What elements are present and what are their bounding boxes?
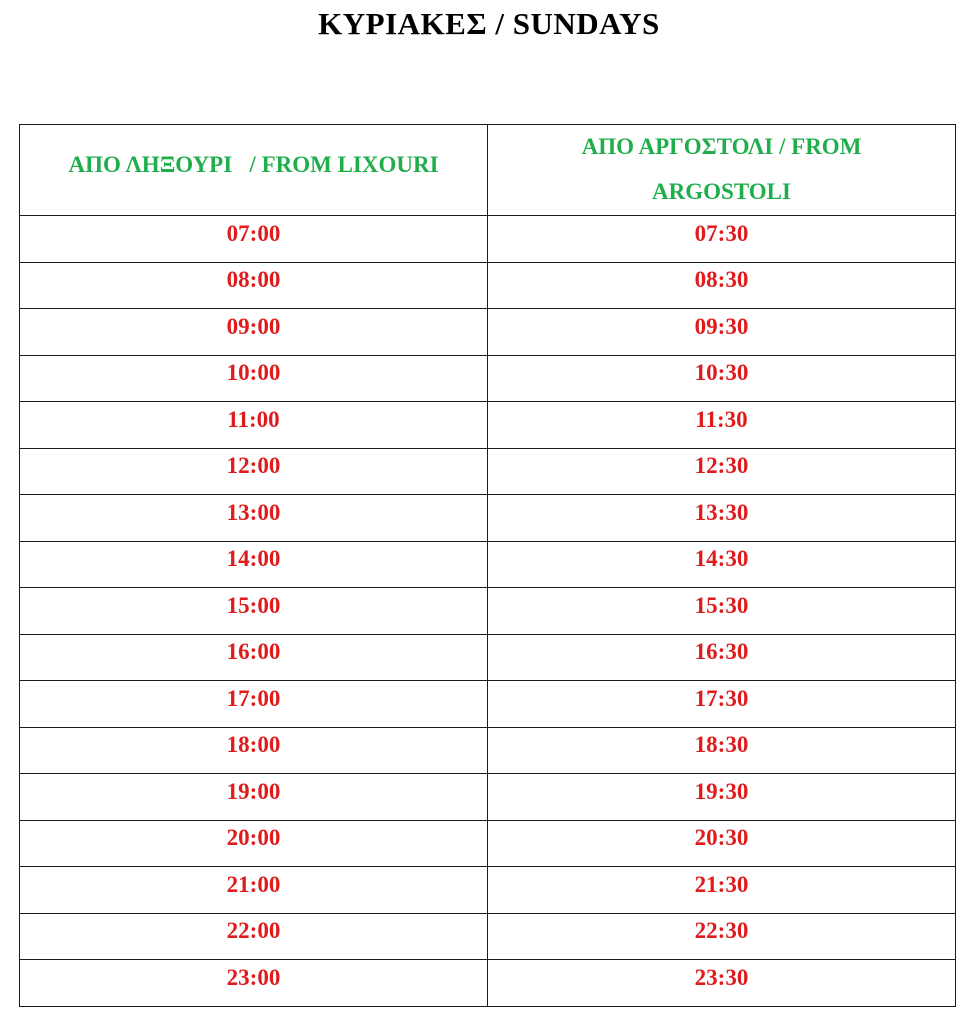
schedule-table bbox=[19, 124, 956, 1007]
table-row bbox=[20, 495, 956, 542]
table-row bbox=[20, 820, 956, 867]
departure-argostoli-time: 23:30 bbox=[694, 964, 749, 990]
departure-lixouri-time: 13:00 bbox=[226, 499, 281, 525]
page-title: ΚΥΡΙΑΚΕΣ / SUNDAYS bbox=[318, 6, 660, 41]
departure-lixouri-cell bbox=[20, 820, 488, 867]
departure-argostoli-time: 14:30 bbox=[694, 546, 749, 572]
departure-argostoli-time: 09:30 bbox=[694, 313, 749, 339]
departure-argostoli-time: 15:30 bbox=[694, 592, 749, 618]
header-row bbox=[20, 125, 956, 216]
departure-lixouri-time: 11:00 bbox=[227, 406, 280, 432]
departure-argostoli-cell bbox=[488, 402, 956, 449]
departure-argostoli-time: 12:30 bbox=[694, 453, 749, 479]
departure-lixouri-time: 22:00 bbox=[226, 918, 281, 944]
departure-argostoli-cell bbox=[488, 541, 956, 588]
departure-argostoli-time: 16:30 bbox=[694, 639, 749, 665]
departure-lixouri-time: 10:00 bbox=[226, 360, 281, 386]
table-row bbox=[20, 588, 956, 635]
departure-lixouri-time: 21:00 bbox=[226, 871, 281, 897]
departure-lixouri-cell bbox=[20, 727, 488, 774]
departure-lixouri-cell bbox=[20, 588, 488, 635]
departure-argostoli-time: 07:30 bbox=[694, 220, 749, 246]
header-from-argostoli bbox=[488, 125, 956, 216]
departure-argostoli-cell bbox=[488, 355, 956, 402]
departure-argostoli-time: 21:30 bbox=[694, 871, 749, 897]
departure-lixouri-cell bbox=[20, 402, 488, 449]
table-row bbox=[20, 448, 956, 495]
departure-argostoli-time: 13:30 bbox=[694, 499, 749, 525]
table-row bbox=[20, 541, 956, 588]
departure-lixouri-cell bbox=[20, 913, 488, 960]
departure-lixouri-time: 20:00 bbox=[226, 825, 281, 851]
table-row bbox=[20, 634, 956, 681]
schedule-body bbox=[20, 216, 956, 1007]
table-row bbox=[20, 262, 956, 309]
departure-lixouri-time: 16:00 bbox=[226, 639, 281, 665]
table-row bbox=[20, 774, 956, 821]
header-from-argostoli-label: ΑΠΟ ΑΡΓΟΣΤΟΛΙ / FROM ARGOSTOLI bbox=[581, 134, 862, 204]
departure-lixouri-cell bbox=[20, 681, 488, 728]
departure-argostoli-cell bbox=[488, 448, 956, 495]
table-row bbox=[20, 355, 956, 402]
departure-lixouri-time: 18:00 bbox=[226, 732, 281, 758]
departure-argostoli-cell bbox=[488, 960, 956, 1007]
departure-lixouri-cell bbox=[20, 216, 488, 263]
departure-lixouri-cell bbox=[20, 262, 488, 309]
departure-lixouri-cell bbox=[20, 774, 488, 821]
departure-argostoli-cell bbox=[488, 913, 956, 960]
departure-lixouri-cell bbox=[20, 355, 488, 402]
departure-lixouri-cell bbox=[20, 867, 488, 914]
departure-argostoli-cell bbox=[488, 262, 956, 309]
departure-argostoli-cell bbox=[488, 495, 956, 542]
departure-lixouri-time: 08:00 bbox=[226, 267, 281, 293]
departure-argostoli-time: 11:30 bbox=[695, 406, 748, 432]
departure-lixouri-cell bbox=[20, 960, 488, 1007]
departure-argostoli-cell bbox=[488, 309, 956, 356]
table-row bbox=[20, 681, 956, 728]
departure-argostoli-time: 22:30 bbox=[694, 918, 749, 944]
departure-argostoli-cell bbox=[488, 588, 956, 635]
departure-lixouri-time: 14:00 bbox=[226, 546, 281, 572]
table-row bbox=[20, 867, 956, 914]
departure-argostoli-cell bbox=[488, 774, 956, 821]
table-row bbox=[20, 309, 956, 356]
departure-argostoli-time: 18:30 bbox=[694, 732, 749, 758]
departure-argostoli-cell bbox=[488, 727, 956, 774]
departure-lixouri-time: 15:00 bbox=[226, 592, 281, 618]
table-row bbox=[20, 727, 956, 774]
departure-argostoli-cell bbox=[488, 820, 956, 867]
departure-lixouri-time: 19:00 bbox=[226, 778, 281, 804]
table-row bbox=[20, 402, 956, 449]
departure-lixouri-cell bbox=[20, 448, 488, 495]
departure-lixouri-time: 12:00 bbox=[226, 453, 281, 479]
departure-argostoli-time: 17:30 bbox=[694, 685, 749, 711]
departure-argostoli-time: 08:30 bbox=[694, 267, 749, 293]
table-row bbox=[20, 216, 956, 263]
header-from-lixouri-label: ΑΠΟ ΛΗΞΟΥΡΙ / FROM LIXOURI bbox=[68, 151, 439, 177]
departure-argostoli-cell bbox=[488, 634, 956, 681]
departure-lixouri-cell bbox=[20, 309, 488, 356]
departure-lixouri-time: 09:00 bbox=[226, 313, 281, 339]
departure-lixouri-cell bbox=[20, 541, 488, 588]
departure-argostoli-cell bbox=[488, 867, 956, 914]
departure-lixouri-cell bbox=[20, 495, 488, 542]
header-from-lixouri bbox=[20, 125, 488, 216]
departure-argostoli-time: 19:30 bbox=[694, 778, 749, 804]
departure-lixouri-time: 23:00 bbox=[226, 964, 281, 990]
table-row bbox=[20, 960, 956, 1007]
departure-lixouri-time: 07:00 bbox=[226, 220, 281, 246]
departure-argostoli-cell bbox=[488, 681, 956, 728]
departure-argostoli-time: 10:30 bbox=[694, 360, 749, 386]
table-row bbox=[20, 913, 956, 960]
departure-argostoli-cell bbox=[488, 216, 956, 263]
departure-argostoli-time: 20:30 bbox=[694, 825, 749, 851]
departure-lixouri-cell bbox=[20, 634, 488, 681]
departure-lixouri-time: 17:00 bbox=[226, 685, 281, 711]
